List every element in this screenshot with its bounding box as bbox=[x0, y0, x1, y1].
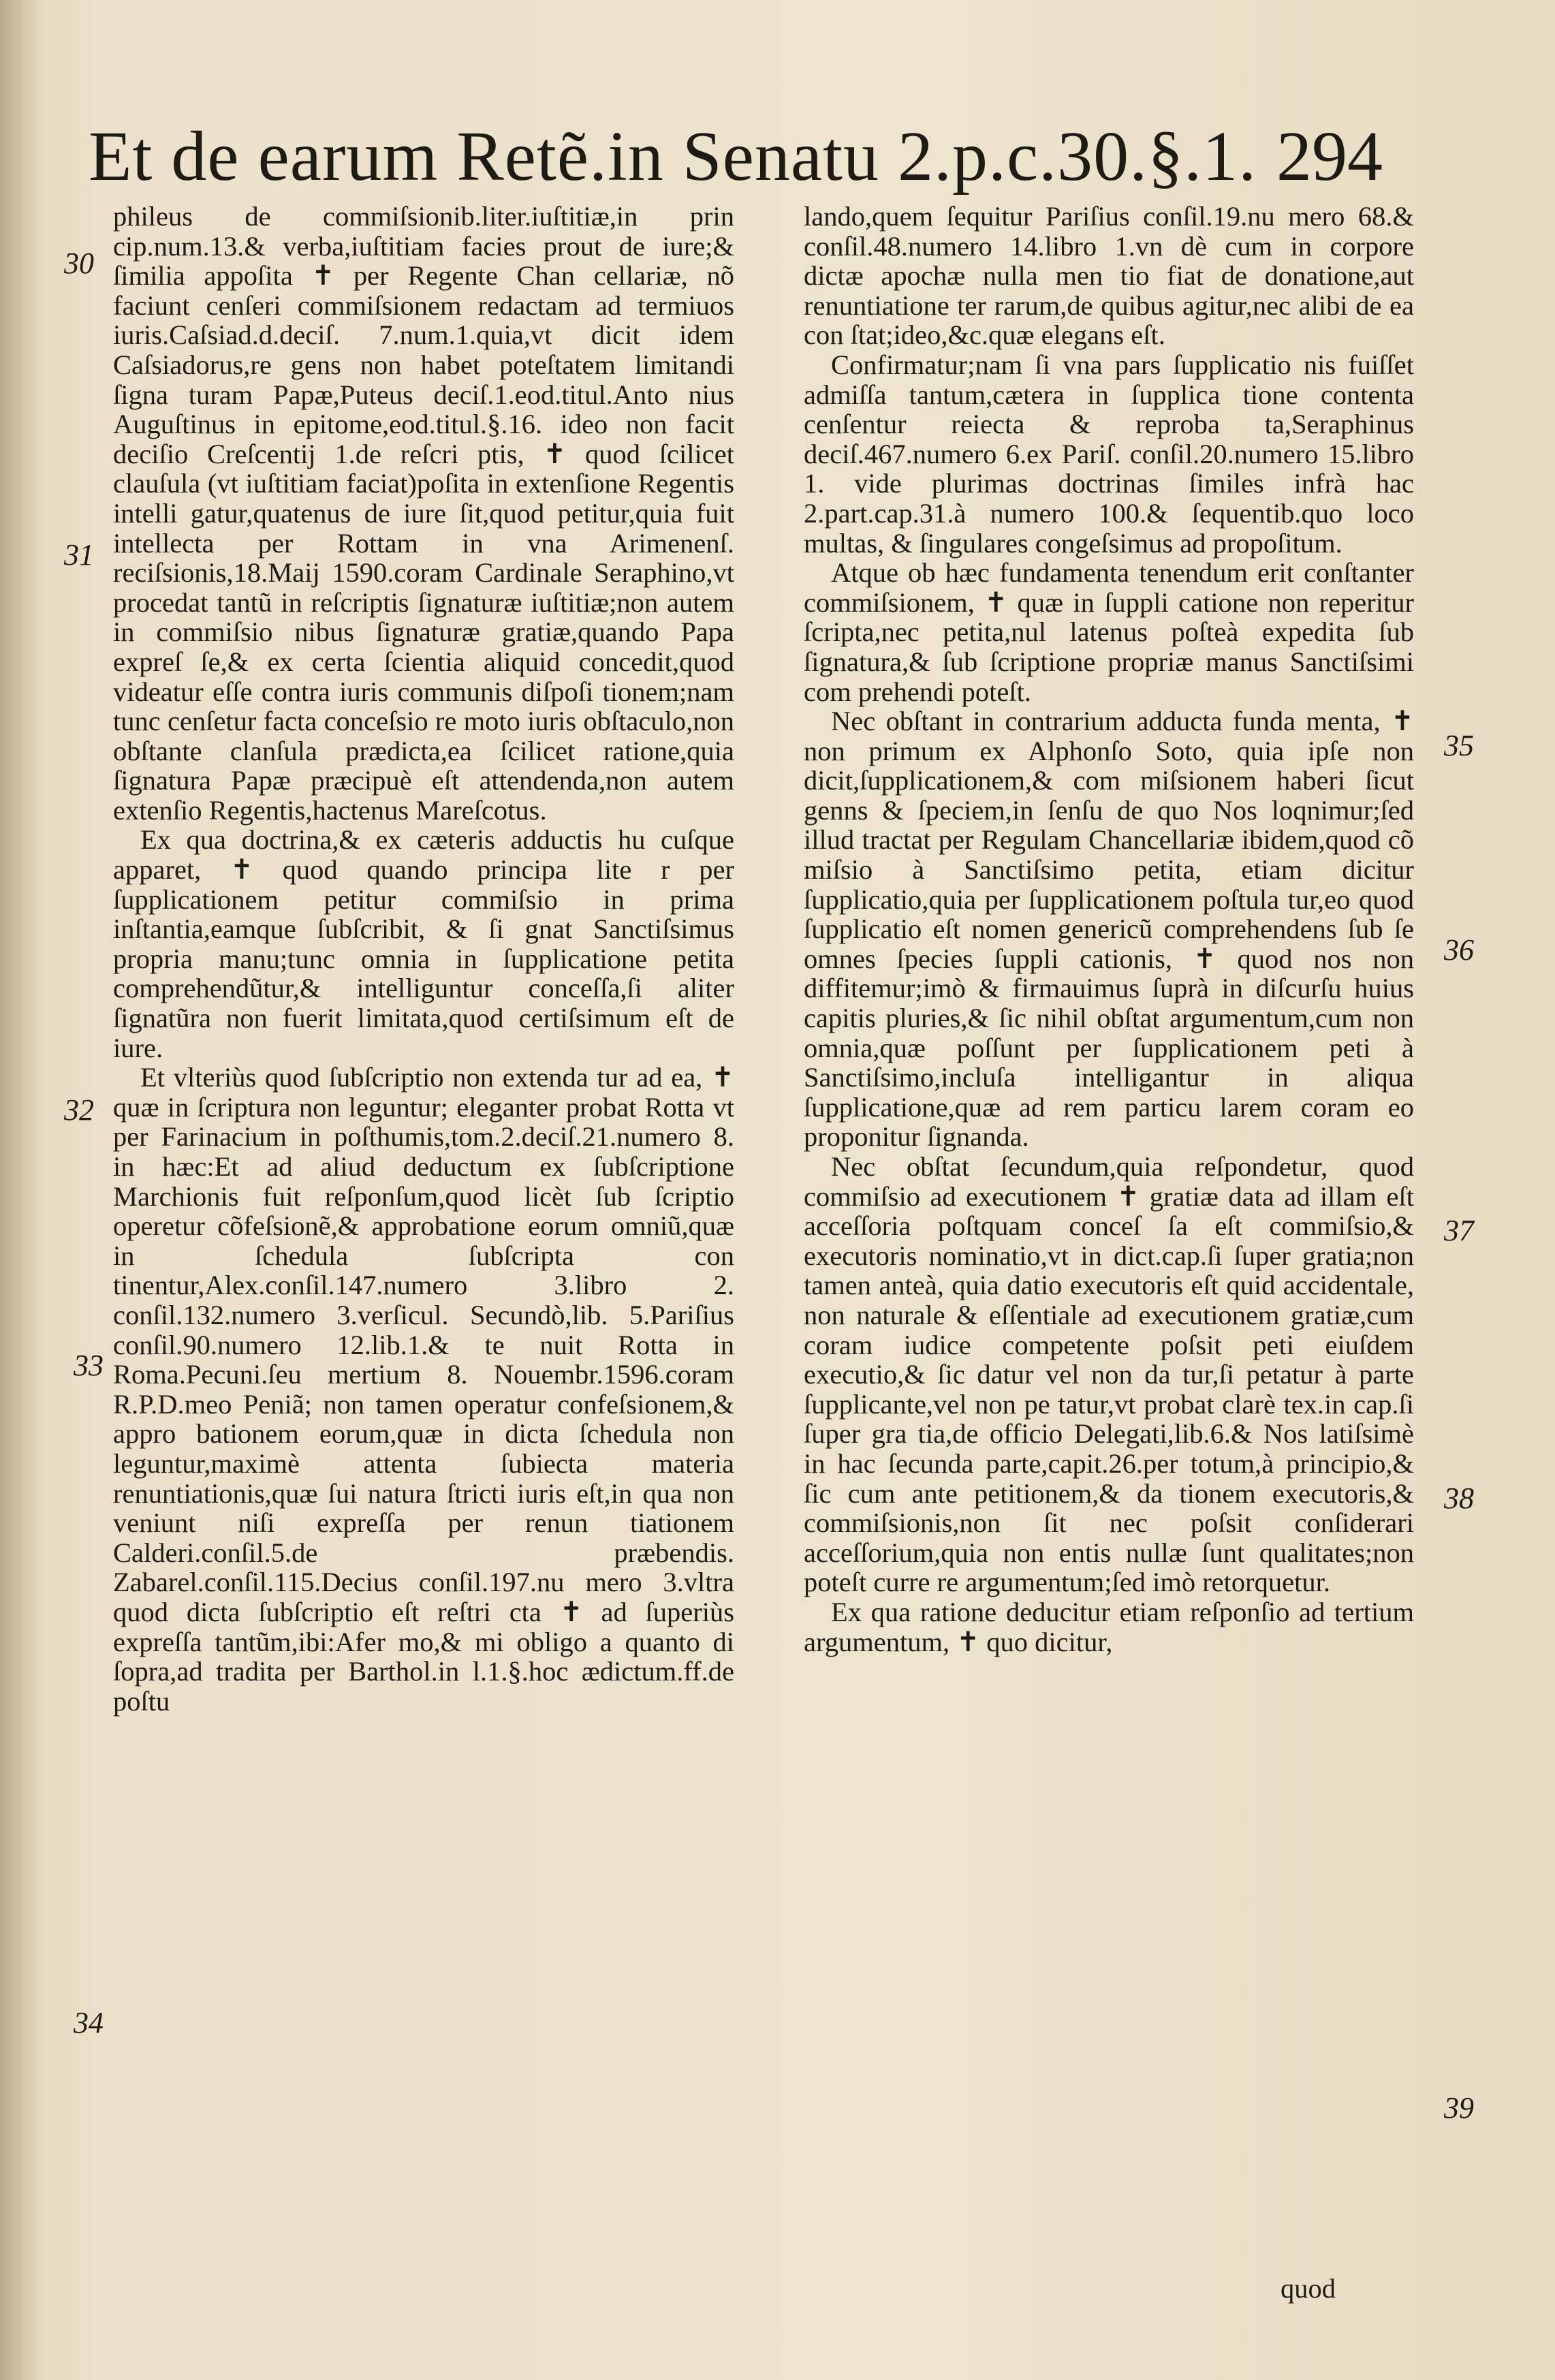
right-column bbox=[804, 202, 1414, 1657]
left-paragraph-2: Ex qua doctrina,& ex cæteris adductis hu cuſque apparet, ✝ quod quando principa lite r per ſupplicationem petitur commiſsio in prima inſtantia,eamque ſubſcribit, & ſi gnat Sanctiſsimus propria manu;tunc omnia in ſupplicatione petita comprehendũtur,& intelliguntur conceſſa,ſi aliter ſignatũra non fuerit limitata,quod certiſsimum eſt de iure. bbox=[113, 824, 734, 1063]
right-paragraph-3: Atque ob hæc fundamenta tenendum erit conſtanter commiſsionem, ✝ quæ in ſuppli catione non reperitur ſcripta,nec petita,nul latenus poſteà expedita ſub ſignatura,& ſub ſcriptione propriæ manus Sanctiſsimi com prehendi poteſt. bbox=[804, 557, 1414, 707]
left-paragraph-3: Et vlteriùs quod ſubſcriptio non extenda tur ad ea, ✝ quæ in ſcriptura non leguntur; eleganter probat Rotta vt per Farinacium in poſthumis,tom.2.deciſ.21.numero 8. in hæc:Et ad aliud deductum ex ſubſcriptione Marchionis fuit reſponſum,quod licèt ſub ſcriptio operetur cõfeſsionẽ,& approbatione eorum omniũ,quæ in ſchedula ſubſcripta con tinentur,Alex.conſil.147.numero 3.libro 2. conſil.132.numero 3.verſicul. Secundò,lib. 5.Pariſius conſil.90.numero 12.lib.1.& te nuit Rotta in Roma.Pecuni.ſeu mertium 8. Nouembr.1596.coram R.P.D.meo Peniã; non tamen operatur confeſsionem,& appro bationem eorum,quæ in dicta ſchedula non leguntur,maximè attenta ſubiecta materia renuntiationis,quæ ſui natura ſtricti iuris eſt,in qua non veniunt niſi expreſſa per renun tiationem Calderi.conſil.5.de præbendis. Zabarel.conſil.115.Decius conſil.197.nu mero 3.vltra quod dicta ſubſcriptio eſt reſtri cta ✝ ad ſuperiùs expreſſa tantũm,ibi:Afer mo,& mi obligo a quanto di ſopra,ad tradita per Barthol.in l.1.§.hoc ædictum.ff.de poſtu bbox=[113, 1062, 734, 1717]
page-gutter bbox=[0, 0, 41, 2380]
left-column bbox=[113, 202, 734, 1716]
margin-number-33: 33 bbox=[74, 1349, 104, 1382]
left-paragraph-1: phileus de commiſsionib.liter.iuſtitiæ,in prin cip.num.13.& verba,iuſtitiam facies prout de iure;& ſimilia appoſita ✝ per Regente Chan cellariæ, nõ faciunt cenſeri commiſsionem redactam ad termiuos iuris.Caſsiad.d.deciſ. 7.num.1.quia,vt dicit idem Caſsiadorus,re gens non habet poteſtatem limitandi ſigna turam Papæ,Puteus deciſ.1.eod.titul.Anto nius Auguſtinus in epitome,eod.titul.§.16. ideo non facit deciſio Creſcentij 1.de reſcri ptis, ✝ quod ſcilicet clauſula (vt iuſtitiam faciat)poſita in extenſione Regentis intelli gatur,quatenus de iure ſit,quod petitur,quia fuit intellecta per Rottam in vna Arimenenſ. reciſsionis,18.Maij 1590.coram Cardinale Seraphino,vt procedat tantũ in reſcriptis ſignaturæ iuſtitiæ;non autem in commiſsio nibus ſignaturæ gratiæ,quando Papa expreſ ſe,& ex certa ſcientia aliquid concedit,quod videatur eſſe contra iuris communis diſpoſi tionem;nam tunc cenſetur facta conceſsio re moto iuris obſtaculo,non obſtante clanſula prædicta,ea ſcilicet ratione,quia ſignatura Papæ præcipuè eſt attendenda,non autem extenſio Regentis,hactenus Mareſcotus. bbox=[113, 201, 734, 826]
margin-number-37: 37 bbox=[1444, 1214, 1474, 1247]
margin-number-30: 30 bbox=[64, 247, 94, 280]
margin-number-32: 32 bbox=[64, 1093, 94, 1127]
running-head bbox=[89, 116, 1383, 198]
right-paragraph-6: Ex qua ratione deducitur etiam reſponſio ad tertium argumentum, ✝ quo dicitur, bbox=[804, 1596, 1414, 1657]
margin-number-39: 39 bbox=[1444, 2091, 1474, 2125]
right-paragraph-1: lando,quem ſequitur Pariſius conſil.19.nu mero 68.& conſil.48.numero 14.libro 1.vn dè cum in corpore dictæ apochæ nulla men tio fiat de donatione,aut renuntiatione ter rarum,de quibus agitur,nec alibi de ea con ſtat;ideo,&c.quæ elegans eſt. bbox=[804, 201, 1414, 351]
margin-number-36: 36 bbox=[1444, 933, 1474, 967]
right-paragraph-2: Confirmatur;nam ſi vna pars ſupplicatio nis fuiſſet admiſſa tantum,cætera in ſupplica tione contenta cenſentur reiecta & reproba ta,Seraphinus deciſ.467.numero 6.ex Pariſ. conſil.20.numero 15.libro 1. vide plurimas doctrinas ſimiles infrà hac 2.part.cap.31.à numero 100.& ſequentib.quo loco multas, & ſingulares congeſsimus ad propoſitum. bbox=[804, 349, 1414, 559]
catchword: quod bbox=[1281, 2273, 1336, 2304]
margin-number-35: 35 bbox=[1444, 729, 1474, 762]
folio-number: 294 bbox=[1276, 117, 1383, 195]
running-title: Et de earum Retẽ.in Senatu 2.p.c.30.§.1. bbox=[89, 117, 1257, 195]
right-paragraph-5: Nec obſtat ſecundum,quia reſpondetur, quod commiſsio ad executionem ✝ gratiæ data ad illam eſt acceſſoria poſtquam conceſ ſa eſt commiſsio,& executoris nominatio,vt in dict.cap.ſi ſuper gratia;non tamen anteà, quia datio executoris eſt quid accidentale, non naturale & eſſentiale ad executionem gratiæ,cum coram iudice competente poſsit peti eiuſdem executio,& ſic datur vel non da tur,ſi petatur à parte ſupplicante,vel non pe tatur,vt probat clarè tex.in cap.ſi ſuper gra tia,de officio Delegati,lib.6.& Nos latiſsimè in hac ſecunda parte,capit.26.per totum,à principio,& ſic cum ante petitionem,& da tionem executoris,& commiſsionis,non ſit nec poſsit conſiderari acceſſorium,quia non entis nullæ ſunt qualitates;non poteſt curre re argumentum;ſed imò retorquetur. bbox=[804, 1151, 1414, 1598]
margin-number-34: 34 bbox=[74, 2006, 104, 2039]
margin-number-31: 31 bbox=[64, 538, 94, 571]
margin-number-38: 38 bbox=[1444, 1482, 1474, 1515]
right-paragraph-4: Nec obſtant in contrarium adducta funda menta, ✝ non primum ex Alphonſo Soto, quia ipſe non dicit,ſupplicationem,& com miſsionem haberi ſicut genns & ſpeciem,in ſenſu de quo Nos loqnimur;ſed illud tractat per Regulam Chancellariæ ibidem,quod cõ miſsio à Sanctiſsimo petita, etiam dicitur ſupplicatio,quia per ſupplicationem poſtula tur,eo quod ſupplicatio eſt nomen genericũ comprehendens ſub ſe omnes ſpecies ſuppli cationis, ✝ quod nos non diffitemur;imò & firmauimus ſuprà in diſcurſu huius capitis pluries,& ſic nihil obſtat argumentum,cum non omnia,quæ poſſunt per ſupplicationem peti à Sanctiſsimo,incluſa intelligantur in aliqua ſupplicatione,quæ ad rem particu larem coram eo proponitur ſignanda. bbox=[804, 706, 1414, 1153]
